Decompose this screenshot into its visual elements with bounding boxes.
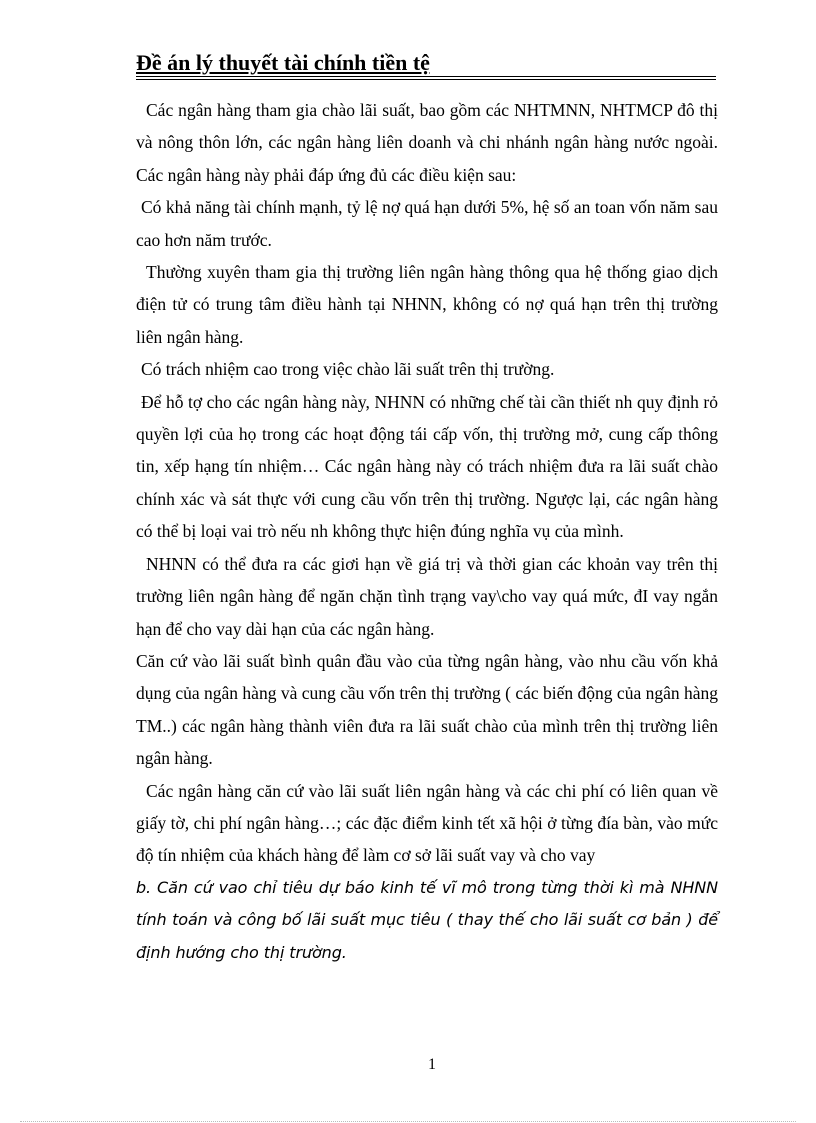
paragraph: Căn cứ vào lãi suất bình quân đầu vào của từng ngân hàng, vào nhu cầu vốn khả dụng của ngân hàng và cung cầu vốn trên thị trường ( các biến động của ngân hàng TM..) các ngân hàng thành viên đưa ra lãi suất chào của mình trên thị trường liên ngân hàng. — [136, 650, 718, 769]
document-title: Đề án lý thuyết tài chính tiền tệ — [136, 50, 430, 75]
paragraph-italic: b. Căn cứ vao chỉ tiêu dự báo kinh tế vĩ mô trong từng thời kì mà NHNN tính toán và công bố lãi suất mục tiêu ( thay thế cho lãi suất cơ bản ) để định hướng cho thị trường. — [136, 877, 718, 962]
page-header — [136, 50, 716, 80]
paragraph: Để hỗ tợ cho các ngân hàng này, NHNN có những chế tài cần thiết nh quy định rỏ quyền lợi của họ trong các hoạt động tái cấp vốn, thị trường mở, cung cấp thông tin, xếp hạng tín nhiệm… Các ngân hàng này có trách nhiệm đưa ra lãi suất chào chính xác và sát thực với cung cầu vốn trên thị trường. Ngược lại, các ngân hàng có thể bị loại vai trò nếu nh không thực hiện đúng nghĩa vụ của mình. — [136, 391, 718, 542]
paragraph: Các ngân hàng tham gia chào lãi suất, bao gồm các NHTMNN, NHTMCP đô thị và nông thôn lớn, các ngân hàng liên doanh và chi nhánh ngân hàng nước ngoài. Các ngân hàng này phải đáp ứng đủ các điều kiện sau: — [136, 100, 718, 185]
page-number: 1 — [428, 1056, 436, 1073]
paragraph: Có trách nhiệm cao trong việc chào lãi suất trên thị trường. — [141, 359, 555, 380]
page-bottom-divider — [20, 1121, 796, 1122]
paragraph: Có khả năng tài chính mạnh, tỷ lệ nợ quá hạn dưới 5%, hệ số an toan vốn năm sau cao hơn năm trước. — [136, 197, 718, 250]
paragraph: NHNN có thể đưa ra các giơi hạn về giá trị và thời gian các khoản vay trên thị trường liên ngân hàng để ngăn chặn tình trạng vay\cho vay quá mức, đI vay ngắn hạn để cho vay dài hạn của các ngân hàng. — [136, 553, 718, 639]
paragraph: Các ngân hàng căn cứ vào lãi suất liên ngân hàng và các chi phí có liên quan về giấy tờ, chi phí ngân hàng…; các đặc điểm kinh tết xã hội ở từng đía bàn, vào mức độ tín nhiệm của khách hàng để làm cơ sở lãi suất vay và cho vay — [136, 780, 718, 866]
paragraph: Thường xuyên tham gia thị trường liên ngân hàng thông qua hệ thống giao dịch điện tử có trung tâm điều hành tại NHNN, không có nợ quá hạn trên thị trường liên ngân hàng. — [136, 262, 718, 347]
document-body — [136, 94, 718, 969]
